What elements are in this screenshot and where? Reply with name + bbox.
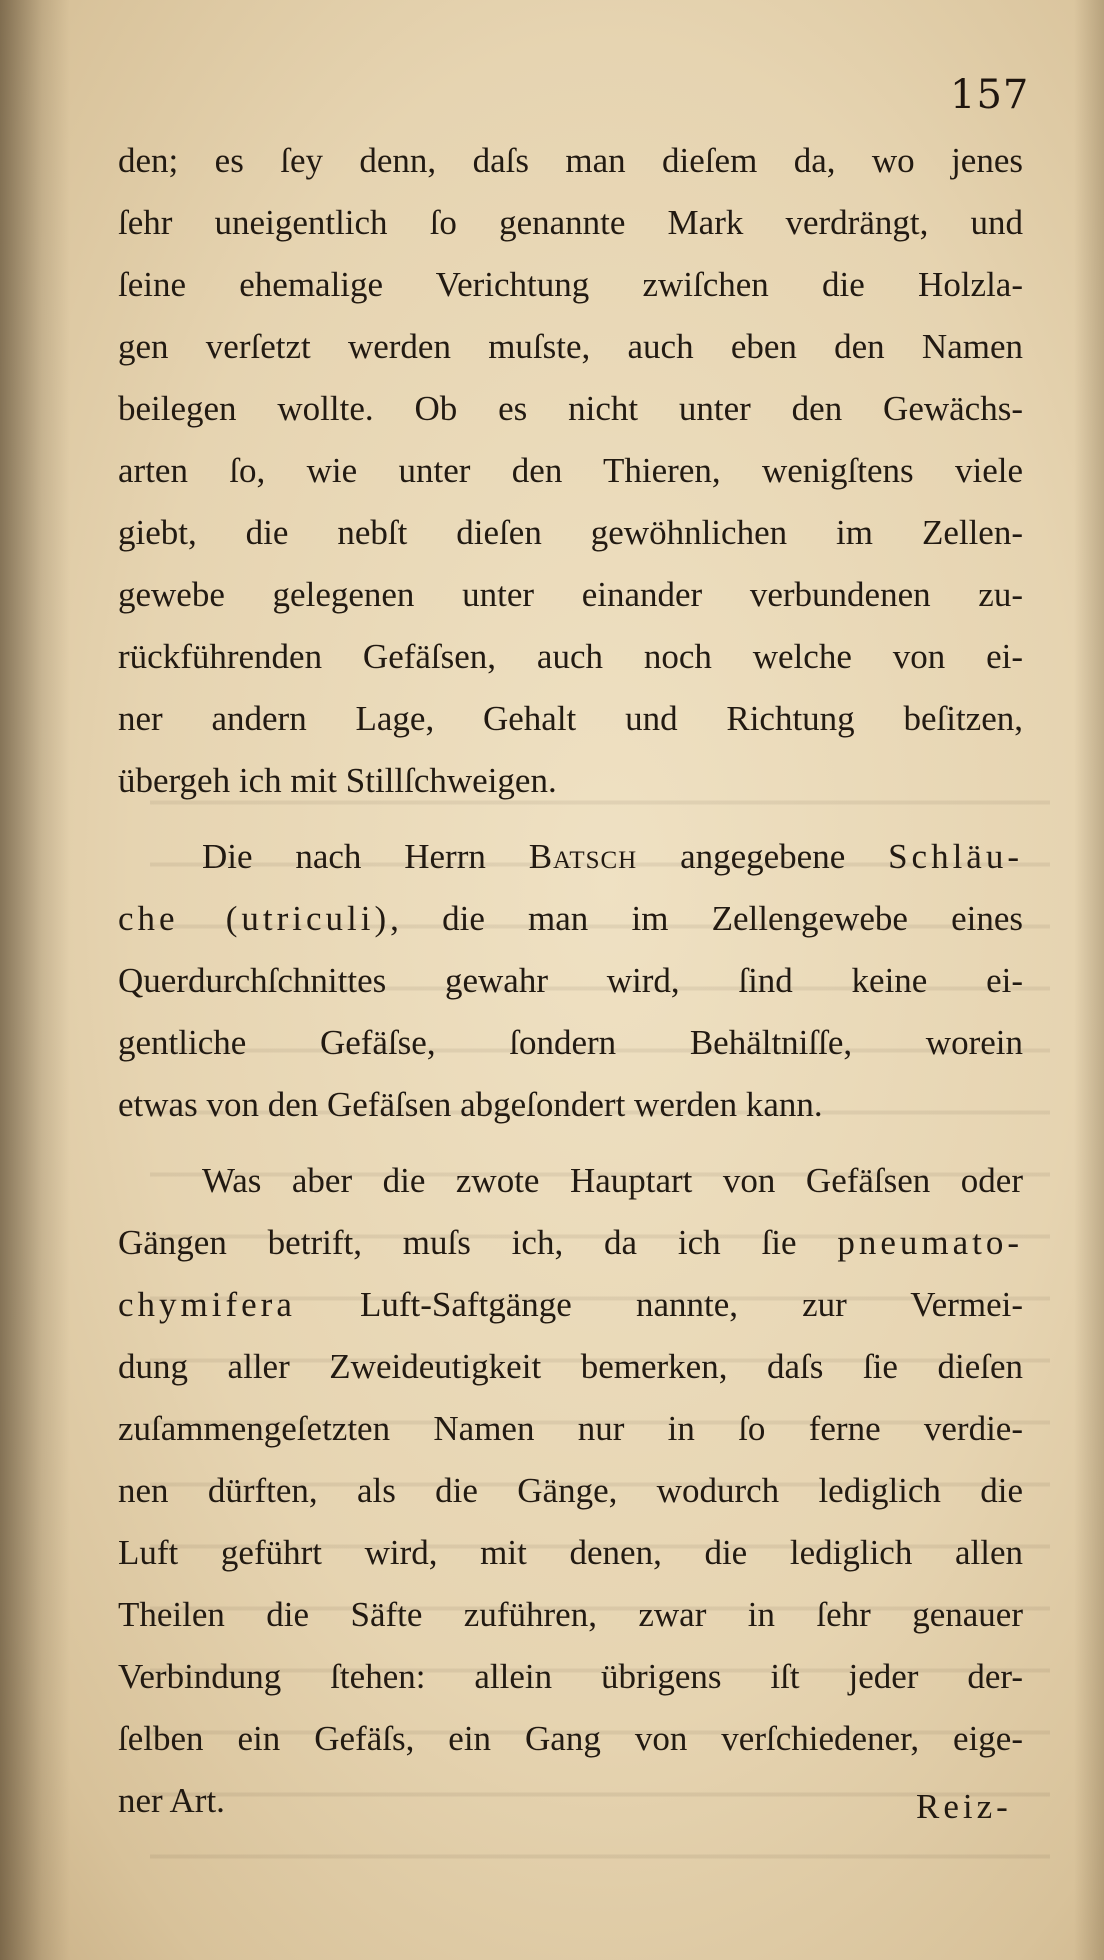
paragraph-1 — [118, 130, 1023, 812]
text-line: Was aber die zwote Hauptart von Gefäſsen oder — [202, 1161, 1023, 1200]
text-line — [118, 1212, 1023, 1274]
text-line — [118, 888, 1023, 950]
body-text — [118, 130, 1023, 1832]
paragraph-3 — [118, 1150, 1023, 1832]
text-line — [118, 826, 1023, 888]
text-line: gewebe gelegenen unter einander verbundenen zu- — [118, 575, 1023, 614]
text-line: beilegen wollte. Ob es nicht unter den Gewächs- — [118, 389, 1023, 428]
catchword: Reiz- — [916, 1787, 1012, 1826]
text-line: nen dürften, als die Gänge, wodurch lediglich die — [118, 1471, 1023, 1510]
author-name: Batsch — [528, 837, 638, 876]
text-run: Luft-Saftgänge nannte, zur Vermei- — [295, 1285, 1023, 1324]
spaced-term: che (utriculi) — [118, 899, 391, 938]
text-line: ner Art. — [118, 1781, 225, 1820]
text-line: übergeh ich mit Stillſchweigen. — [118, 761, 557, 800]
text-run: Die nach Herrn — [202, 837, 529, 876]
text-line: ſehr uneigentlich ſo genannte Mark verdrängt, und — [118, 203, 1023, 242]
text-line: zuſammengeſetzten Namen nur in ſo ferne verdie- — [118, 1409, 1023, 1448]
spaced-term: pneumato- — [837, 1223, 1023, 1262]
text-line: Luft geführt wird, mit denen, die lediglich allen — [118, 1533, 1023, 1572]
spaced-term: chymifera — [118, 1285, 296, 1324]
text-line: Querdurchſchnittes gewahr wird, ſind keine ei- — [118, 961, 1023, 1000]
text-run: angegebene — [637, 837, 889, 876]
text-line: giebt, die nebſt dieſen gewöhnlichen im Zellen- — [118, 513, 1023, 552]
text-line: Verbindung ſtehen: allein übrigens iſt jeder der- — [118, 1657, 1023, 1696]
text-run: , die man im Zellengewebe eines — [390, 899, 1023, 938]
text-line: gentliche Gefäſse, ſondern Behältniſſe, worein — [118, 1023, 1023, 1062]
paragraph-2 — [118, 826, 1023, 1136]
text-line: rückführenden Gefäſsen, auch noch welche von ei- — [118, 637, 1023, 676]
text-line: dung aller Zweideutigkeit bemerken, daſs ſie dieſen — [118, 1347, 1023, 1386]
text-run: Gängen betrift, muſs ich, da ich ſie — [118, 1223, 838, 1262]
text-line — [118, 1274, 1023, 1336]
text-line: ſeine ehemalige Verichtung zwiſchen die Holzla- — [118, 265, 1023, 304]
page-edge-shadow — [1074, 0, 1104, 1960]
spaced-term: Schläu- — [888, 837, 1023, 876]
text-line: ner andern Lage, Gehalt und Richtung beſitzen, — [118, 699, 1023, 738]
gutter-shadow — [0, 0, 70, 1960]
text-line: den; es ſey denn, daſs man dieſem da, wo jenes — [118, 141, 1023, 180]
text-line: Theilen die Säfte zuführen, zwar in ſehr genauer — [118, 1595, 1023, 1634]
page-number: 157 — [950, 72, 1030, 118]
text-line: etwas von den Gefäſsen abgeſondert werden kann. — [118, 1085, 823, 1124]
text-line: ſelben ein Gefäſs, ein Gang von verſchiedener, eige- — [118, 1719, 1023, 1758]
text-line: arten ſo, wie unter den Thieren, wenigſtens viele — [118, 451, 1023, 490]
text-line: gen verſetzt werden muſste, auch eben den Namen — [118, 327, 1023, 366]
